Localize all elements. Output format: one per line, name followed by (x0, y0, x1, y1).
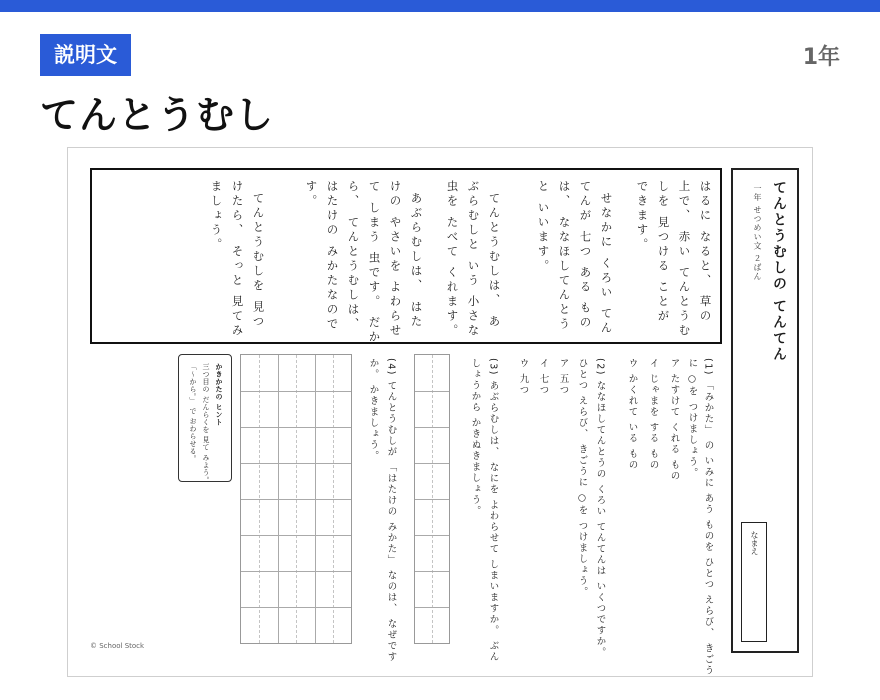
name-label: なまえ (750, 531, 759, 555)
question-2-choice-i[interactable]: イ 七つ (537, 358, 549, 396)
name-field[interactable] (741, 522, 767, 642)
answer-grid-3[interactable] (414, 354, 450, 644)
question-1-choice-u[interactable]: ウ かくれて いる もの (626, 358, 638, 471)
top-accent-bar (0, 0, 880, 12)
passage-line: ぶらむしと いう 小さな (466, 180, 481, 339)
answer-grid-4[interactable] (240, 354, 352, 644)
question-2-choice-a[interactable]: ア 五つ (557, 358, 569, 396)
worksheet-title: てんとうむしの てんてん (771, 180, 787, 363)
passage-line: あぶらむしは、 はた (409, 192, 424, 330)
question-1-choice-i[interactable]: イ じゃまを する もの (647, 358, 659, 471)
passage-line: はたけの みかたなので (325, 180, 340, 332)
worksheet-preview[interactable] (67, 147, 813, 677)
hint-title: かきかたの ヒント (215, 363, 223, 426)
passage-line: 虫を たべて くれます。 (445, 180, 460, 339)
passage-line: と いいます。 (536, 180, 551, 274)
passage-line: ら、 てんとうむしは、 (346, 180, 361, 332)
question-1-prompt: に ○を つけましょう。 (686, 358, 698, 479)
question-1-choice-a[interactable]: ア たすけて くれる もの (668, 358, 680, 482)
worksheet-subtitle: 一年 せつめい文 ２ばん (753, 184, 762, 282)
hint-line: 「〜から。」 で おわらせる。 (189, 363, 197, 463)
question-1-prompt: (1) 「みかた」 の いみに あう ものを ひとつ えらび、 きごう (702, 358, 714, 677)
passage-line: せなかに くろい てん (599, 192, 614, 336)
copyright-notice: © School Stock (90, 642, 145, 650)
question-4-prompt: か。 かきましょう。 (367, 358, 379, 462)
passage-line: ましょう。 (209, 180, 224, 253)
passage-line: て しまう 虫です。 だか (367, 180, 382, 345)
question-3-prompt: しょうから かきぬきましょう。 (469, 358, 481, 517)
passage-line: しを 見つける ことが (656, 180, 671, 324)
writing-hint-box (178, 354, 232, 482)
passage-line: てんが 七つ ある もの (578, 180, 593, 331)
passage-line: す。 (304, 180, 319, 209)
hint-line: 三つ目の だんらくを 見て みよう。 (202, 363, 210, 484)
question-3-prompt: (3) あぶらむしは、 なにを よわらせて しまいますか。 ぶん (487, 358, 499, 663)
grade-label: 1年 (802, 45, 840, 70)
category-badge: 説明文 (40, 34, 131, 76)
passage-line: てんとうむしは、 あ (487, 192, 502, 330)
worksheet-header (731, 168, 799, 653)
passage-line: けの やさいを よわらせ (388, 180, 403, 339)
passage-line: は、 ななほしてんとう (557, 180, 572, 332)
passage-line: 上で、 赤い てんとうむ (677, 180, 692, 339)
page-title: てんとうむし (40, 93, 275, 137)
passage-line: はるに なると、 草の (698, 180, 713, 324)
passage-line: できます。 (635, 180, 650, 253)
question-2-prompt: (2) ななほしてんとうの くろい てんてんは いくつですか。 (594, 358, 606, 659)
question-4-prompt: (4) てんとうむしが 「はたけの みかた」 なのは、 なぜです (385, 358, 397, 663)
question-2-prompt: ひとつ えらび、 きごうに ○を つけましょう。 (576, 358, 588, 598)
question-2-choice-u[interactable]: ウ 九つ (517, 358, 529, 396)
passage-line: けたら、 そっと 見てみ (230, 180, 245, 339)
reading-passage (90, 168, 722, 344)
passage-line: てんとうむしを 見つ (251, 192, 266, 330)
